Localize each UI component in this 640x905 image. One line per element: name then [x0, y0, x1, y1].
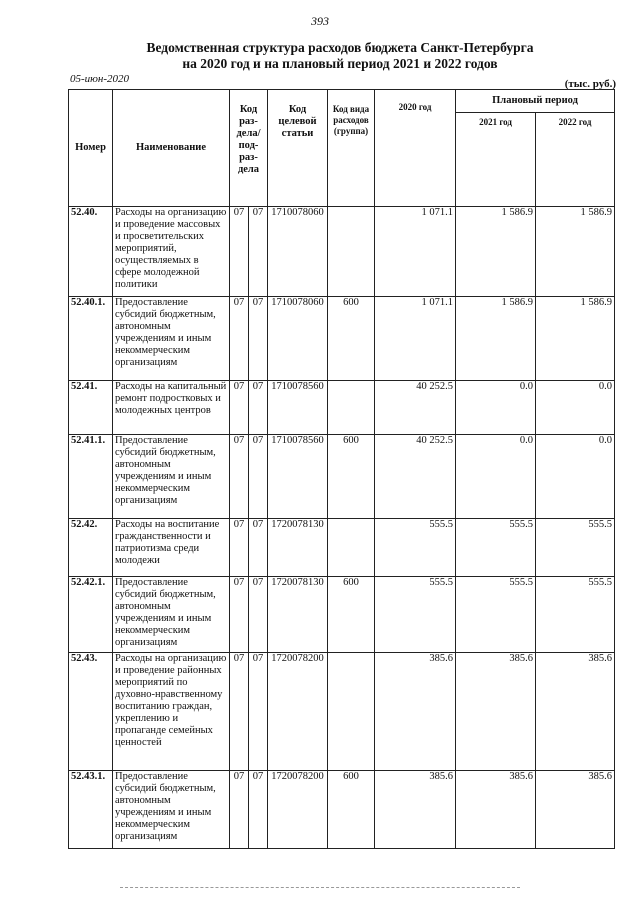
row-section: 07	[230, 653, 249, 771]
row-subsection: 07	[249, 653, 268, 771]
row-section: 07	[230, 435, 249, 519]
row-subsection: 07	[249, 207, 268, 297]
row-expense-type: 600	[328, 297, 375, 381]
table-row	[69, 653, 615, 771]
row-number: 52.40.1.	[69, 297, 113, 381]
row-value-2020: 40 252.5	[375, 381, 456, 435]
row-number: 52.41.1.	[69, 435, 113, 519]
row-target-code: 1710078560	[268, 435, 328, 519]
header-2022: 2022 год	[536, 113, 615, 207]
header-section: Код раз-дела/ под-раз-дела	[230, 90, 268, 207]
units-label: (тыс. руб.)	[564, 78, 616, 90]
row-expense-type	[328, 207, 375, 297]
row-value-2022: 1 586.9	[536, 297, 615, 381]
row-target-code: 1710078060	[268, 207, 328, 297]
row-subsection: 07	[249, 577, 268, 653]
row-number: 52.43.	[69, 653, 113, 771]
row-value-2021: 0.0	[456, 435, 536, 519]
row-subsection: 07	[249, 435, 268, 519]
row-expense-type: 600	[328, 577, 375, 653]
row-name: Расходы на капитальный ремонт подростковых и молодежных центров	[113, 381, 230, 435]
row-value-2021: 555.5	[456, 519, 536, 577]
row-number: 52.43.1.	[69, 771, 113, 849]
row-value-2020: 555.5	[375, 519, 456, 577]
document-date: 05-июн-2020	[70, 73, 130, 85]
row-number: 52.42.1.	[69, 577, 113, 653]
header-number: Номер	[69, 90, 113, 207]
row-name: Расходы на воспитание гражданственности и патриотизма среди молодежи	[113, 519, 230, 577]
title-line-1: Ведомственная структура расходов бюджета Санкт-Петербурга	[146, 40, 534, 55]
row-expense-type: 600	[328, 435, 375, 519]
table-row	[69, 297, 615, 381]
row-value-2021: 0.0	[456, 381, 536, 435]
row-subsection: 07	[249, 519, 268, 577]
row-value-2020: 385.6	[375, 771, 456, 849]
budget-table	[68, 89, 615, 849]
row-number: 52.40.	[69, 207, 113, 297]
row-section: 07	[230, 381, 249, 435]
table-row	[69, 519, 615, 577]
row-value-2020: 1 071.1	[375, 297, 456, 381]
row-section: 07	[230, 297, 249, 381]
row-value-2021: 385.6	[456, 653, 536, 771]
row-target-code: 1720078200	[268, 771, 328, 849]
row-target-code: 1710078560	[268, 381, 328, 435]
header-type: Код вида расходов (группа)	[328, 90, 375, 207]
row-value-2022: 385.6	[536, 653, 615, 771]
row-expense-type: 600	[328, 771, 375, 849]
table-row	[69, 771, 615, 849]
row-value-2021: 1 586.9	[456, 207, 536, 297]
row-value-2020: 555.5	[375, 577, 456, 653]
row-section: 07	[230, 519, 249, 577]
table-row	[69, 577, 615, 653]
header-planned-period: Плановый период	[456, 90, 615, 113]
row-value-2022: 0.0	[536, 381, 615, 435]
row-number: 52.41.	[69, 381, 113, 435]
footer-line	[120, 887, 520, 890]
row-target-code: 1720078130	[268, 577, 328, 653]
row-target-code: 1720078200	[268, 653, 328, 771]
row-value-2020: 40 252.5	[375, 435, 456, 519]
row-section: 07	[230, 207, 249, 297]
row-section: 07	[230, 577, 249, 653]
row-value-2020: 385.6	[375, 653, 456, 771]
row-value-2021: 1 586.9	[456, 297, 536, 381]
row-name: Предоставление субсидий бюджетным, автономным учреждениям и иным некоммерческим организациям	[113, 771, 230, 849]
row-expense-type	[328, 381, 375, 435]
table-row	[69, 435, 615, 519]
document-title	[60, 40, 620, 72]
row-value-2020: 1 071.1	[375, 207, 456, 297]
row-value-2022: 0.0	[536, 435, 615, 519]
header-2021: 2021 год	[456, 113, 536, 207]
row-subsection: 07	[249, 771, 268, 849]
row-value-2021: 555.5	[456, 577, 536, 653]
row-value-2022: 555.5	[536, 577, 615, 653]
row-name: Расходы на организацию и проведение массовых и просветительских мероприятий, осуществляемых в сфере молодежной политики	[113, 207, 230, 297]
row-subsection: 07	[249, 381, 268, 435]
row-name: Предоставление субсидий бюджетным, автономным учреждениям и иным некоммерческим организациям	[113, 435, 230, 519]
row-name: Предоставление субсидий бюджетным, автономным учреждениям и иным некоммерческим организациям	[113, 577, 230, 653]
row-section: 07	[230, 771, 249, 849]
row-subsection: 07	[249, 297, 268, 381]
table-row	[69, 207, 615, 297]
row-number: 52.42.	[69, 519, 113, 577]
row-expense-type	[328, 519, 375, 577]
row-value-2022: 555.5	[536, 519, 615, 577]
row-name: Расходы на организацию и проведение районных мероприятий по духовно-нравственному воспитанию граждан, укреплению и пропаганде семейных ценностей	[113, 653, 230, 771]
row-value-2022: 385.6	[536, 771, 615, 849]
page-number: 393	[311, 14, 329, 28]
header-target: Код целевой статьи	[268, 90, 328, 207]
row-target-code: 1710078060	[268, 297, 328, 381]
header-name: Наименование	[113, 90, 230, 207]
row-name: Предоставление субсидий бюджетным, автономным учреждениям и иным некоммерческим организациям	[113, 297, 230, 381]
row-value-2021: 385.6	[456, 771, 536, 849]
table-row	[69, 381, 615, 435]
row-value-2022: 1 586.9	[536, 207, 615, 297]
row-expense-type	[328, 653, 375, 771]
title-line-2: на 2020 год и на плановый период 2021 и 2022 годов	[182, 56, 498, 71]
row-target-code: 1720078130	[268, 519, 328, 577]
header-2020: 2020 год	[375, 90, 456, 207]
